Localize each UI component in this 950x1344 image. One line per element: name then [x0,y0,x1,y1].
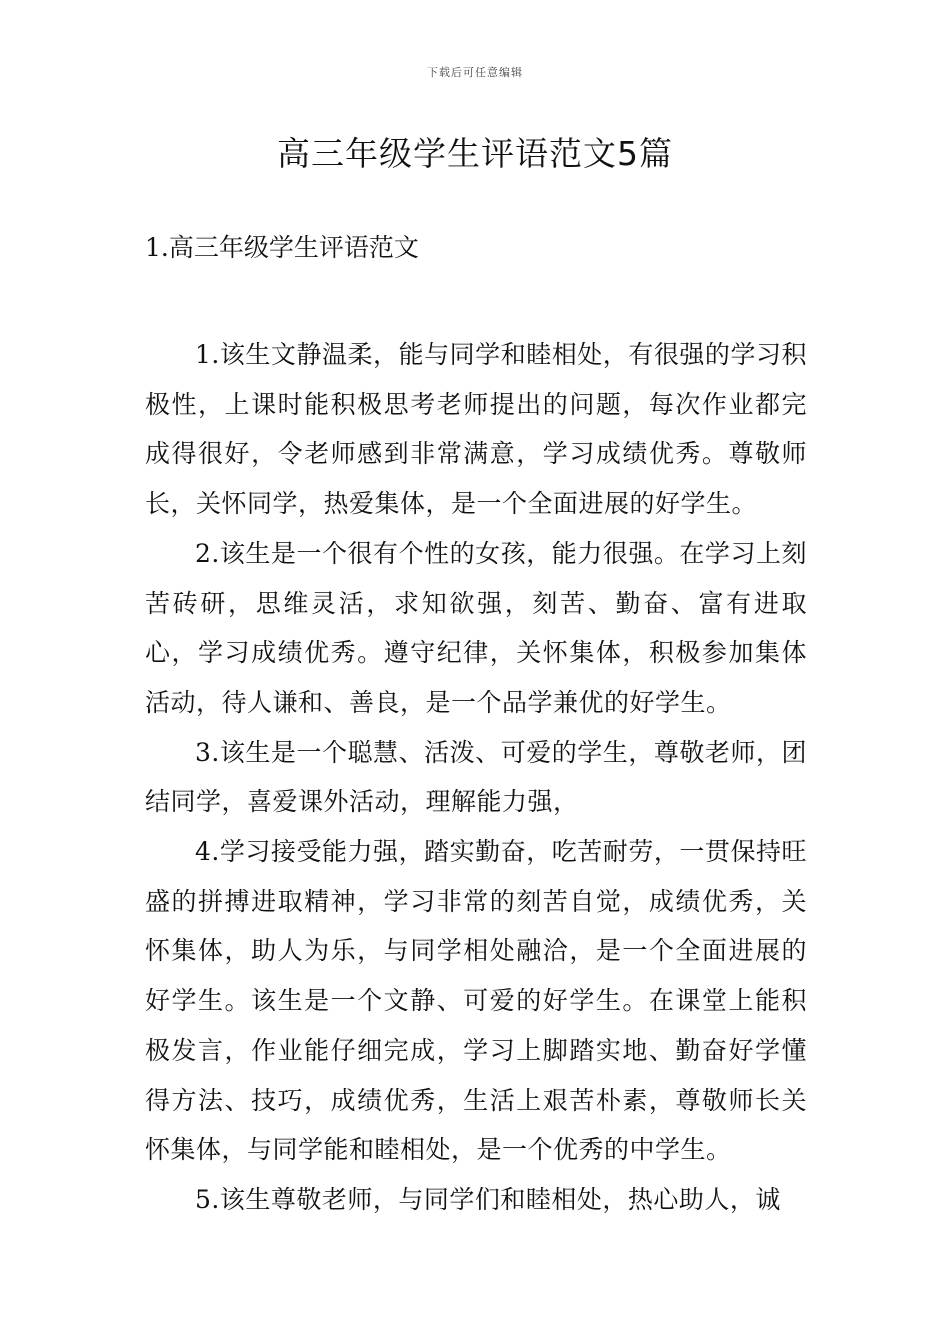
document-title: 高三年级学生评语范文5篇 [277,134,673,173]
comment-paragraph-4: 4.学习接受能力强，踏实勤奋，吃苦耐劳，一贯保持旺盛的拼搏进取精神，学习非常的刻苦自觉，成绩优秀，关怀集体，助人为乐，与同学相处融洽，是一个全面进展的好学生。该生是一个文静、可爱的好学生。在课堂上能积极发言，作业能仔细完成，学习上脚踏实地、勤奋好学懂得方法、技巧，成绩优秀，生活上艰苦朴素，尊敬师长关怀集体，与同学能和睦相处，是一个优秀的中学生。 [145,837,807,1165]
section-heading: 1.高三年级学生评语范文 [145,233,419,262]
comment-paragraph-1: 1.该生文静温柔，能与同学和睦相处，有很强的学习积极性，上课时能积极思考老师提出的问题，每次作业都完成得很好，令老师感到非常满意，学习成绩优秀。尊敬师长，关怀同学，热爱集体，是一个全面进展的好学生。 [145,340,807,519]
header-note: 下载后可任意编辑 [427,66,523,79]
document-body [145,330,807,1225]
comment-paragraph-5: 5.该生尊敬老师，与同学们和睦相处，热心助人，诚 [195,1184,781,1214]
comment-paragraph-3: 3.该生是一个聪慧、活泼、可爱的学生，尊敬老师，团结同学，喜爱课外活动，理解能力强， [145,737,807,817]
comment-paragraph-2: 2.该生是一个很有个性的女孩，能力很强。在学习上刻苦砖研，思维灵活，求知欲强，刻苦、勤奋、富有进取心，学习成绩优秀。遵守纪律，关怀集体，积极参加集体活动，待人谦和、善良，是一个品学兼优的好学生。 [145,538,807,717]
